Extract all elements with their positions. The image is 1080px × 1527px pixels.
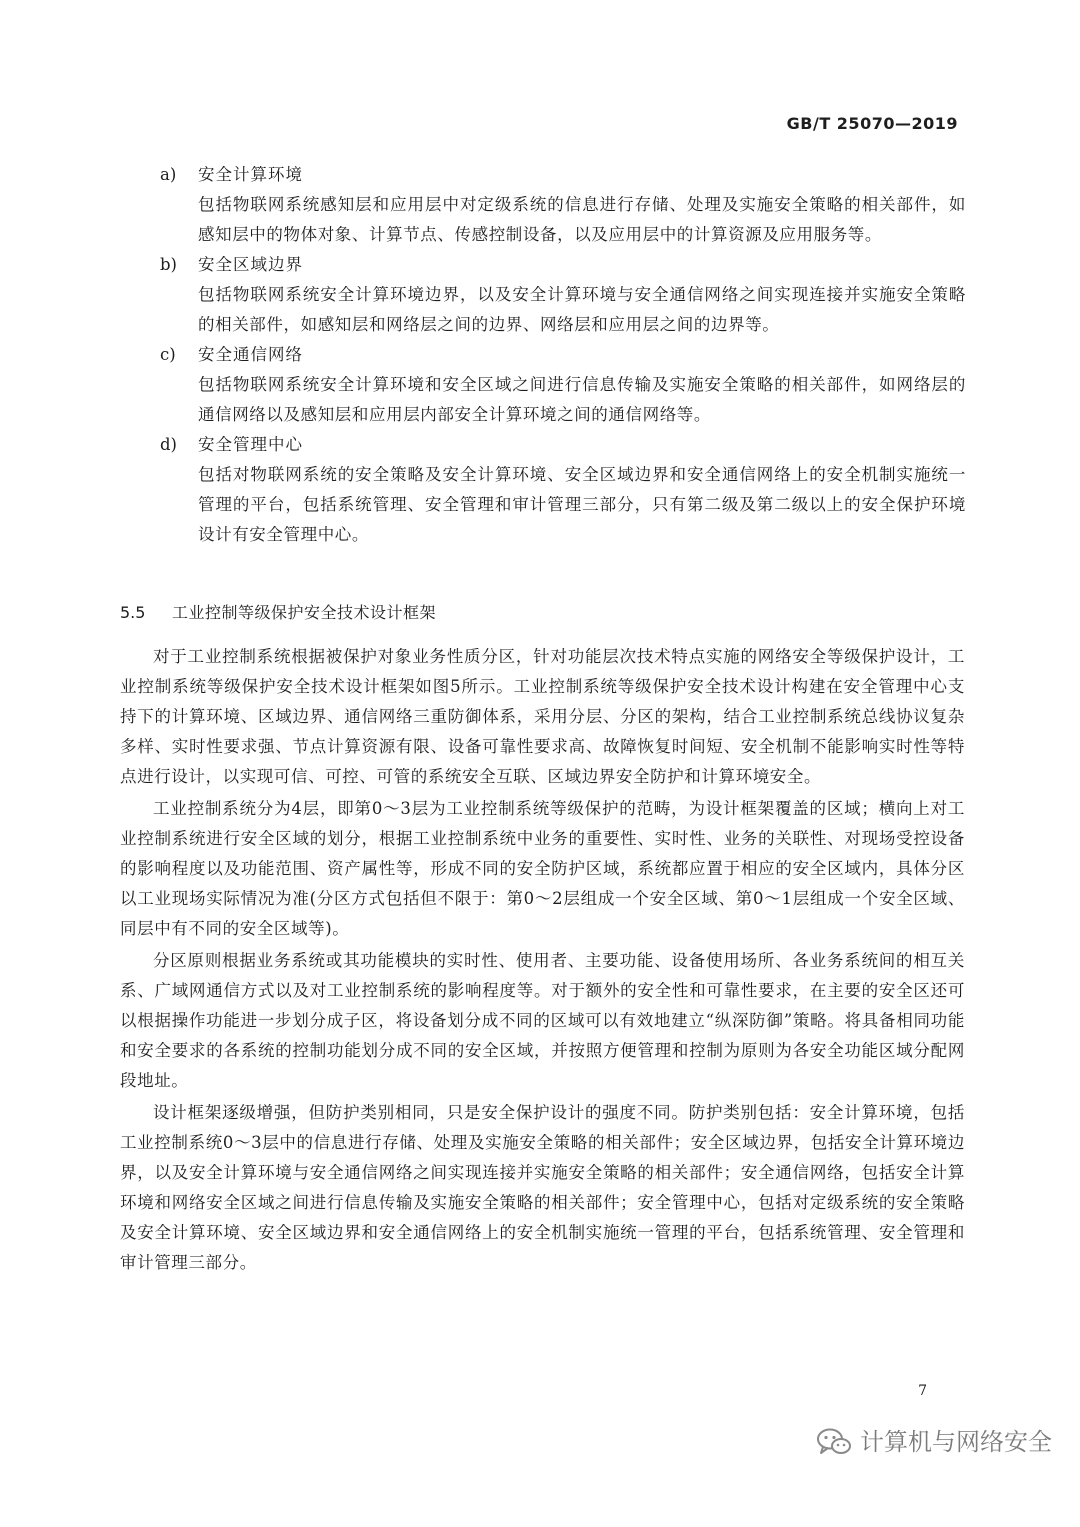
section-title: 工业控制等级保护安全技术设计框架 xyxy=(172,603,437,622)
paragraph: 分区原则根据业务系统或其功能模块的实时性、使用者、主要功能、设备使用场所、各业务系统间的相互关系、广域网通信方式以及对工业控制系统的影响程度等。对于额外的安全性和可靠性要求，在主要的安全区还可以根据操作功能进一步划分成子区，将设备划分成不同的区域可以有效地建立“纵深防御”策略。将具备相同功能和安全要求的各系统的控制功能划分成不同的安全区域，并按照方便管理和控制为原则为各安全功能区域分配网段地址。 xyxy=(120,951,965,1090)
list-item-marker: c) xyxy=(160,345,176,364)
section-heading xyxy=(120,598,436,628)
list-item-marker: a) xyxy=(160,165,177,184)
list-item-title: 安全管理中心 xyxy=(198,435,303,454)
definition-list xyxy=(0,160,1080,550)
paragraph: 设计框架逐级增强，但防护类别相同，只是安全保护设计的强度不同。防护类别包括：安全计算环境，包括工业控制系统0～3层中的信息进行存储、处理及实施安全策略的相关部件；安全区域边界，包括安全计算环境边界，以及安全计算环境与安全通信网络之间实现连接并实施安全策略的相关部件；安全通信网络，包括安全计算环境和网络安全区域之间进行信息传输及实施安全策略的相关部件；安全管理中心，包括对定级系统的安全策略及安全计算环境、安全区域边界和安全通信网络上的安全机制实施统一管理的平台，包括系统管理、安全管理和审计管理三部分。 xyxy=(120,1103,965,1272)
list-item-title: 安全通信网络 xyxy=(198,345,303,364)
paragraph: 对于工业控制系统根据被保护对象业务性质分区，针对功能层次技术特点实施的网络安全等级保护设计，工业控制系统等级保护安全技术设计框架如图5所示。工业控制系统等级保护安全技术设计构建在安全管理中心支持下的计算环境、区域边界、通信网络三重防御体系，采用分层、分区的架构，结合工业控制系统总线协议复杂多样、实时性要求强、节点计算资源有限、设备可靠性要求高、故障恢复时间短、安全机制不能影响实时性等特点进行设计，以实现可信、可控、可管的系统安全互联、区域边界安全防护和计算环境安全。 xyxy=(120,647,965,786)
list-item xyxy=(0,160,1080,250)
list-item xyxy=(0,250,1080,340)
list-item-marker: d) xyxy=(160,435,177,454)
list-item-body: 包括对物联网系统的安全策略及安全计算环境、安全区域边界和安全通信网络上的安全机制实施统一管理的平台，包括系统管理、安全管理和审计管理三部分，只有第二级及第二级以上的安全保护环境设计有安全管理中心。 xyxy=(198,465,966,544)
list-item xyxy=(0,430,1080,550)
section-number: 5.5 xyxy=(120,603,146,622)
section-body xyxy=(120,642,965,1278)
standard-number: GB/T 25070—2019 xyxy=(786,114,958,133)
watermark xyxy=(816,1424,1052,1460)
list-item-marker: b) xyxy=(160,255,177,274)
watermark-text: 计算机与网络安全 xyxy=(860,1428,1052,1456)
list-item-title: 安全计算环境 xyxy=(198,165,303,184)
list-item-title: 安全区域边界 xyxy=(198,255,303,274)
paragraph: 工业控制系统分为4层，即第0～3层为工业控制系统等级保护的范畴，为设计框架覆盖的区域；横向上对工业控制系统进行安全区域的划分，根据工业控制系统中业务的重要性、实时性、业务的关联性、对现场受控设备的影响程度以及功能范围、资产属性等，形成不同的安全防护区域，系统都应置于相应的安全区域内，具体分区以工业现场实际情况为准(分区方式包括但不限于：第0～2层组成一个安全区域、第0～1层组成一个安全区域、同层中有不同的安全区域等)。 xyxy=(120,799,965,938)
list-item-body: 包括物联网系统安全计算环境边界，以及安全计算环境与安全通信网络之间实现连接并实施安全策略的相关部件，如感知层和网络层之间的边界、网络层和应用层之间的边界等。 xyxy=(198,285,966,334)
list-item-body: 包括物联网系统感知层和应用层中对定级系统的信息进行存储、处理及实施安全策略的相关部件，如感知层中的物体对象、计算节点、传感控制设备，以及应用层中的计算资源及应用服务等。 xyxy=(198,195,966,244)
list-item xyxy=(0,340,1080,430)
list-item-body: 包括物联网系统安全计算环境和安全区域之间进行信息传输及实施安全策略的相关部件，如网络层的通信网络以及感知层和应用层内部安全计算环境之间的通信网络等。 xyxy=(198,375,966,424)
wechat-icon xyxy=(816,1427,852,1457)
page-number: 7 xyxy=(918,1383,927,1399)
